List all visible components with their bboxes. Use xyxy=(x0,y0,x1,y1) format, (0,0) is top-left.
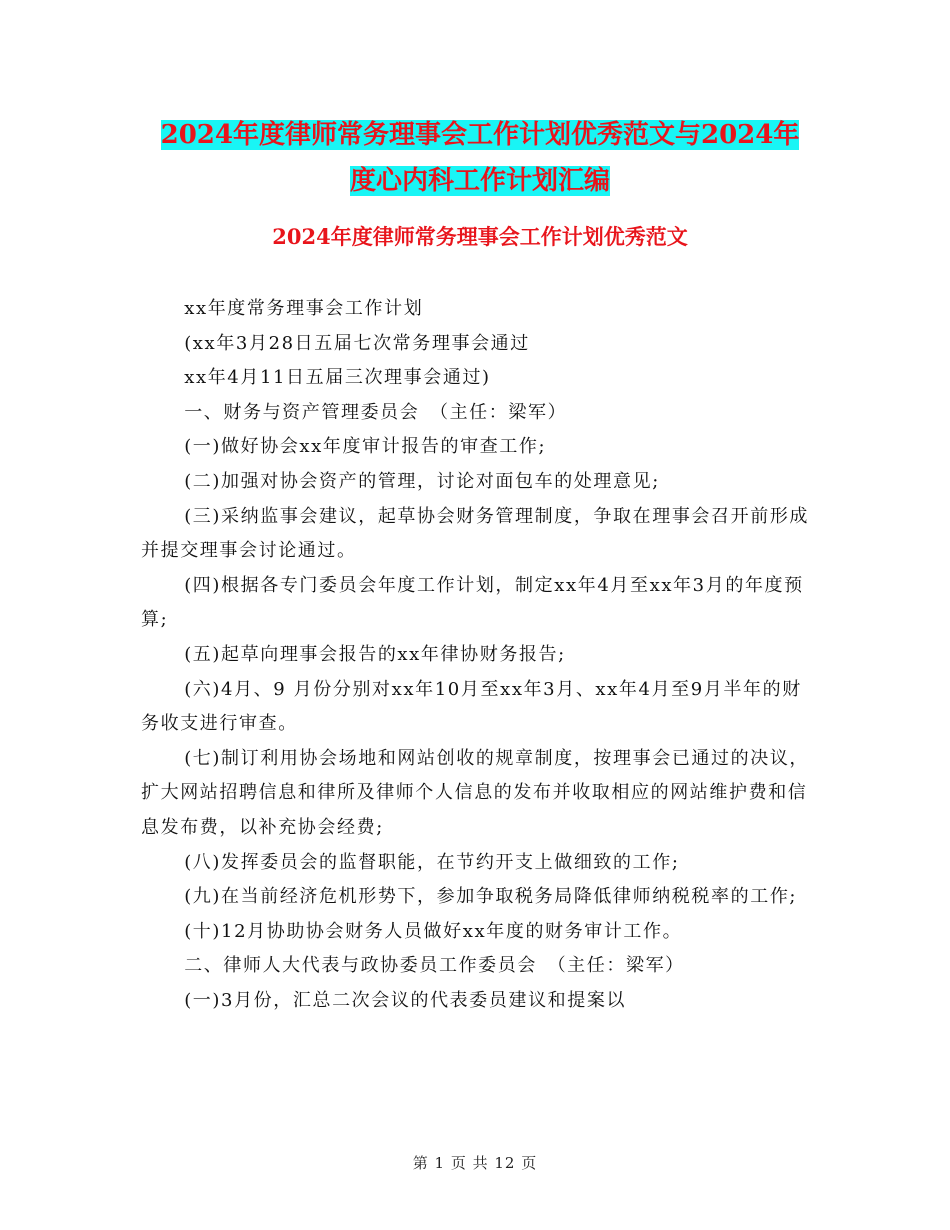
document-body xyxy=(141,292,811,1018)
paragraph: (三)采纳监事会建议，起草协会财务管理制度，争取在理事会召开前形成并提交理事会讨论通过。 xyxy=(141,505,810,562)
document-title-line-2: 度心内科工作计划汇编 xyxy=(349,166,610,196)
paragraph: (十)12月协助协会财务人员做好xx年度的财务审计工作。 xyxy=(184,920,683,942)
paragraph: (七)制订利用协会场地和网站创收的规章制度，按理事会已通过的决议，扩大网站招聘信息和律所及律师个人信息的发布并收取相应的网站维护费和信息发布费，以补充协会经费; xyxy=(141,747,810,838)
document-title xyxy=(140,112,820,204)
paragraph: (九)在当前经济危机形势下，参加争取税务局降低律师纳税税率的工作; xyxy=(184,886,798,908)
document-title-line-1: 2024年度律师常务理事会工作计划优秀范文与2024年 xyxy=(160,120,800,150)
paragraph: 二、律师人大代表与政协委员工作委员会 （主任：梁军） xyxy=(184,955,685,977)
section-title: 2024年度律师常务理事会工作计划优秀范文 xyxy=(272,224,688,249)
paragraph: xx年4月11日五届三次理事会通过) xyxy=(184,367,491,389)
paragraph: (四)根据各专门委员会年度工作计划，制定xx年4月至xx年3月的年度预算; xyxy=(141,574,804,631)
page-number-footer: 第 1 页 共 12 页 xyxy=(412,1154,538,1172)
paragraph: xx年度常务理事会工作计划 xyxy=(184,298,424,319)
paragraph: (八)发挥委员会的监督职能，在节约开支上做细致的工作; xyxy=(184,851,680,873)
paragraph: (一)做好协会xx年度审计报告的审查工作; xyxy=(184,436,547,458)
paragraph: (五)起草向理事会报告的xx年律协财务报告; xyxy=(184,643,566,665)
paragraph: (xx年3月28日五届七次常务理事会通过 xyxy=(184,332,530,354)
paragraph: (六)4月、9 月份分别对xx年10月至xx年3月、xx年4月至9月半年的财务收支进行审查。 xyxy=(141,678,802,735)
paragraph: (一)3月份，汇总二次会议的代表委员建议和提案以 xyxy=(184,989,627,1011)
paragraph: 一、财务与资产管理委员会 （主任：梁军） xyxy=(184,401,568,423)
paragraph: (二)加强对协会资产的管理，讨论对面包车的处理意见; xyxy=(184,470,660,492)
